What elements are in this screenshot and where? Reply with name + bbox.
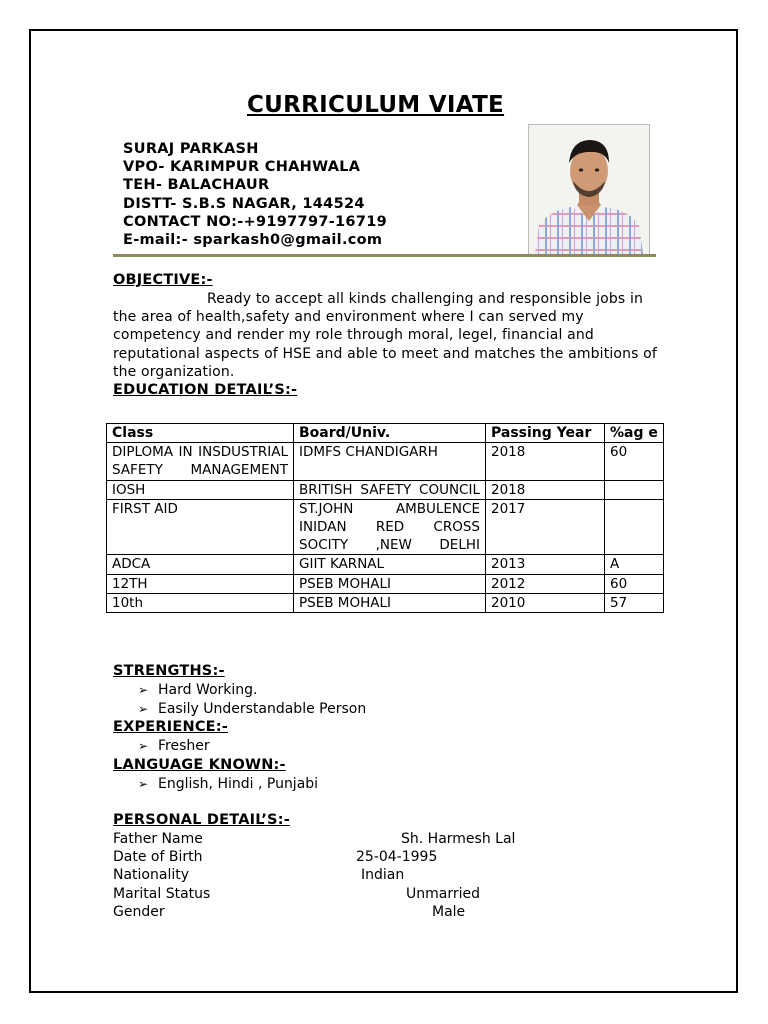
year-cell: 2017 [486,499,605,555]
arrow-bullet-icon: ➢ [138,702,149,716]
board-cell: PSEB MOHALI [294,593,486,612]
experience-list [138,737,210,756]
detail-row [113,903,613,921]
year-cell: 2013 [486,555,605,574]
class-cell: ADCA [107,555,294,574]
board-cell: ST.JOHN AMBULENCE INIDAN RED CROSS SOCITY ,NEW DELHI [294,499,486,555]
detail-row [113,830,613,848]
column-header: Passing Year [486,424,605,443]
class-cell: 12TH [107,574,294,593]
column-header: Board/Univ. [294,424,486,443]
year-cell: 2010 [486,593,605,612]
board-cell: PSEB MOHALI [294,574,486,593]
address-line-2: TEH- BALACHAUR [123,177,270,194]
contact-block [123,140,387,249]
year-cell: 2012 [486,574,605,593]
percentage-cell [605,480,664,499]
languages-heading: LANGUAGE KNOWN:- [113,757,286,773]
arrow-bullet-icon: ➢ [138,683,149,697]
detail-value: Male [432,903,466,920]
education-heading: EDUCATION DETAIL’S:- [113,382,298,398]
board-cell: IDMFS CHANDIGARH [294,443,486,480]
languages-list [138,775,318,794]
class-cell: FIRST AID [107,499,294,555]
contact-number: CONTACT NO:-+9197797-16719 [123,213,387,230]
table-row [107,555,664,574]
table-row [107,443,664,480]
objective-text-first: Ready to accept all kinds challenging and responsible jobs [207,291,626,307]
table-row [107,480,664,499]
table-row [107,499,664,555]
year-cell: 2018 [486,480,605,499]
detail-value: Unmarried [406,885,480,902]
column-header: Class [107,424,294,443]
percentage-cell: 60 [605,443,664,480]
detail-label: Nationality [113,867,190,884]
email-address: E-mail:- sparkash0@gmail.com [123,232,383,249]
percentage-cell: 57 [605,593,664,612]
column-header: %ag e [605,424,664,443]
board-cell: GIIT KARNAL [294,555,486,574]
year-cell: 2018 [486,443,605,480]
address-line-3: DISTT- S.B.S NAGAR, 144524 [123,195,365,212]
objective-heading: OBJECTIVE:- [113,272,213,288]
list-item: ➢ Easily Understandable Person [138,701,367,717]
percentage-cell: A [605,555,664,574]
detail-label: Father Name [113,831,203,847]
table-row [107,593,664,612]
candidate-photo [528,124,650,255]
detail-row [113,848,613,866]
list-item: ➢ Hard Working. [138,682,258,698]
personal-heading: PERSONAL DETAIL’S:- [113,812,290,828]
experience-heading: EXPERIENCE:- [113,719,228,735]
percentage-cell: 60 [605,574,664,593]
list-item: ➢ Fresher [138,738,210,754]
objective-text [113,290,658,381]
detail-value: Sh. Harmesh Lal [401,831,516,847]
detail-label: Marital Status [113,885,211,902]
class-cell: IOSH [107,480,294,499]
arrow-bullet-icon: ➢ [138,739,149,753]
address-line-1: VPO- KARIMPUR CHAHWALA [123,159,361,176]
table-row [107,574,664,593]
detail-label: Gender [113,903,165,920]
arrow-bullet-icon: ➢ [138,777,149,791]
objective-text-rest: in the area of health,safety and environment where I can served my competency and render my role through moral, legel, financial and reputational aspects of HSE and able to meet and matches the ambitions of the organization. [113,291,657,380]
detail-label: Date of Birth [113,849,203,866]
detail-value: 25-04-1995 [356,849,438,866]
document-title: CURRICULUM VIATE [247,92,505,118]
percentage-cell [605,499,664,555]
table-header-row [107,424,664,443]
detail-value: Indian [361,867,405,884]
person-photo-icon [529,125,649,254]
education-table [106,423,664,613]
class-cell: DIPLOMA IN INSDUSTRIAL SAFETY MANAGEMENT [107,443,294,480]
strengths-list [138,681,366,719]
class-cell: 10th [107,593,294,612]
candidate-name: SURAJ PARKASH [123,141,259,157]
personal-details [113,830,613,921]
strengths-heading: STRENGTHS:- [113,663,225,679]
board-cell: BRITISH SAFETY COUNCIL [294,480,486,499]
list-item: ➢ English, Hindi , Punjabi [138,776,319,792]
detail-row [113,885,613,903]
detail-row [113,866,613,884]
header-divider [113,254,656,257]
